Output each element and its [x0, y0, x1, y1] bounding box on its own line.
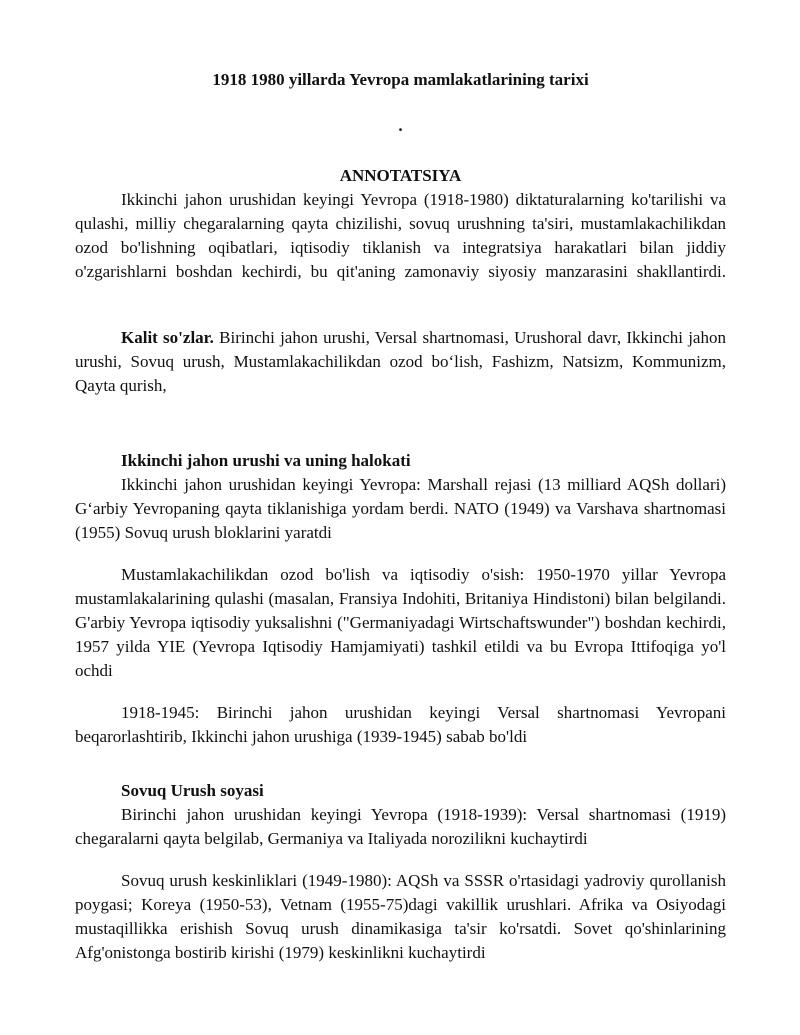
section-heading-cold-war: Sovuq Urush soyasi [121, 781, 264, 800]
title-dot: . [398, 116, 403, 135]
section1-paragraph: 1918-1945: Birinchi jahon urushidan keyingi Versal shartnomasi Yevropani beqarorlashtirib, Ikkinchi jahon urushiga (1939-1945) sabab bo'ldi [75, 703, 726, 746]
section1-paragraph: Mustamlakachilikdan ozod bo'lish va iqtisodiy o'sish: 1950-1970 yillar Yevropa mustamlakalarining qulashi (masalan, Fransiya Indohiti, Britaniya Hindistoni) bilan belgilandi. G'arbiy Yevropa iqtisodiy yuksalishni ("Germaniyadagi Wirtschaftswunder") boshdan kechirdi, 1957 yilda YIE (Yevropa Iqtisodiy Hamjamiyati) tashkil etildi va bu Evropa Ittifoqiga yo'l ochdi [75, 565, 726, 680]
keywords-label: Kalit so'zlar. [121, 328, 214, 347]
annotation-paragraph: Ikkinchi jahon urushidan keyingi Yevropa (1918-1980) diktaturalarning ko'tarilishi va qulashi, milliy chegaralarning qayta chizilishi, sovuq urushning ta'siri, mustamlakachilikdan ozod bo'lishning oqibatlari, iqtisodiy tiklanish va integratsiya harakatlari bilan jiddiy o'zgarishlarni boshdan kechirdi, bu qit'aning zamonaviy siyosiy manzarasini shakllantirdi. [75, 190, 726, 281]
keywords-text: Birinchi jahon urushi, Versal shartnomasi, Urushoral davr, Ikkinchi jahon urushi, Sovuq urush, Mustamlakachilikdan ozod bo‘lish, Fashizm, Natsizm, Kommunizm, Qayta qurish, [75, 328, 726, 395]
annotation-heading: ANNOTATSIYA [339, 166, 462, 185]
document-title: 1918 1980 yillarda Yevropa mamlakatlarining tarixi [212, 70, 589, 89]
keywords-paragraph [75, 326, 726, 398]
section1-paragraph: Ikkinchi jahon urushidan keyingi Yevropa: Marshall rejasi (13 milliard AQSh dollari) G‘arbiy Yevropaning qayta tiklanishiga yordam berdi. NATO (1949) va Varshava shartnomasi (1955) Sovuq urush bloklarini yaratdi [75, 475, 726, 542]
section2-paragraph: Sovuq urush keskinliklari (1949-1980): AQSh va SSSR o'rtasidagi yadroviy qurollanish poygasi; Koreya (1950-53), Vetnam (1955-75)dagi vakillik urushlari. Afrika va Osiyodagi mustaqillikka erishish Sovuq urush dinamikasiga ta'sir ko'rsatdi. Sovet qo'shinlarining Afg'onistonga bostirib kirishi (1979) keskinlikni kuchaytirdi [75, 871, 726, 962]
section-heading-ww2: Ikkinchi jahon urushi va uning halokati [121, 451, 411, 470]
section2-paragraph: Birinchi jahon urushidan keyingi Yevropa (1918-1939): Versal shartnomasi (1919) chegaralarni qayta belgilab, Germaniya va Italiyada norozilikni kuchaytirdi [75, 805, 726, 848]
